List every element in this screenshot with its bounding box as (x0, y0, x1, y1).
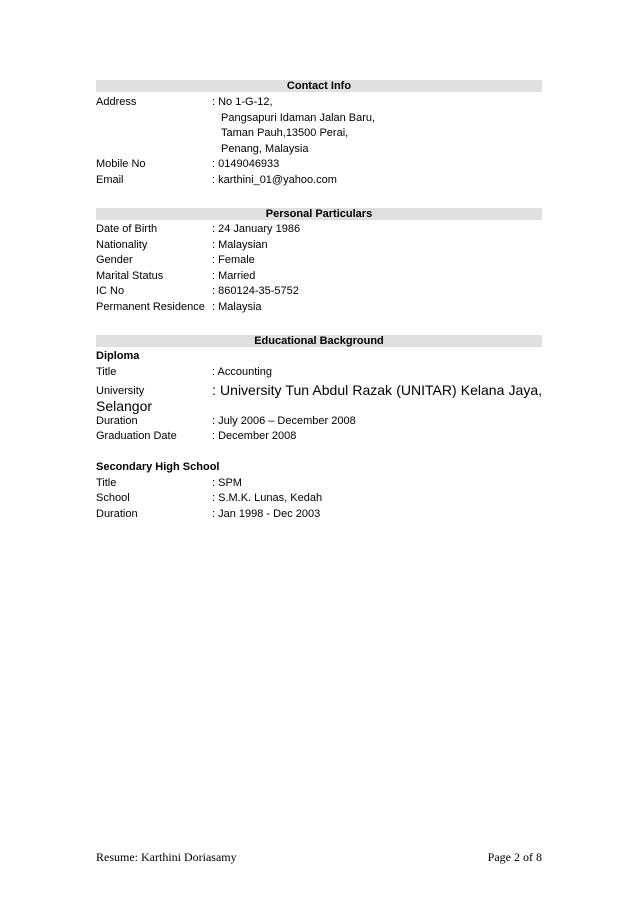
mobile-label: Mobile No (96, 158, 146, 170)
gender-label: Gender (96, 254, 133, 266)
university-row (96, 381, 542, 399)
spm-title-row (96, 476, 542, 491)
permanent-residence-label: Permanent Residence (96, 301, 205, 313)
diploma-heading: Diploma (96, 350, 140, 362)
ic-no-row (96, 284, 542, 299)
university-value: : University Tun Abdul Razak (UNITAR) Kelana Jaya, (212, 382, 542, 398)
graduation-date-label: Graduation Date (96, 430, 177, 442)
school-value: : S.M.K. Lunas, Kedah (212, 492, 323, 504)
secondary-duration-label: Duration (96, 508, 138, 520)
diploma-duration-value: : July 2006 – December 2008 (212, 415, 356, 427)
secondary-duration-value: : Jan 1998 - Dec 2003 (212, 508, 321, 520)
nationality-value: : Malaysian (212, 239, 268, 251)
spm-title-label: Title (96, 477, 117, 489)
address-label: Address (96, 96, 137, 108)
marital-status-value: : Married (212, 270, 256, 282)
spm-title-value: : SPM (212, 477, 242, 489)
school-row (96, 491, 542, 506)
address-row-4 (96, 142, 542, 157)
mobile-value: : 0149046933 (212, 158, 280, 170)
address-line-2: Pangsapuri Idaman Jalan Baru, (221, 112, 376, 124)
mobile-row (96, 157, 542, 172)
email-value: : karthini_01@yahoo.com (212, 174, 337, 186)
graduation-date-value: : December 2008 (212, 430, 297, 442)
dob-value: : 24 January 1986 (212, 223, 301, 235)
secondary-school-heading: Secondary High School (96, 461, 220, 473)
diploma-duration-row (96, 414, 542, 429)
footer-resume-name: Resume: Karthini Doriasamy (96, 850, 237, 864)
address-row (96, 95, 542, 110)
university-label: University (96, 385, 145, 397)
permanent-residence-row (96, 300, 542, 315)
nationality-label: Nationality (96, 239, 148, 251)
university-value-continued: Selangor (96, 398, 153, 414)
school-label: School (96, 492, 130, 504)
nationality-row (96, 238, 542, 253)
address-line-3: Taman Pauh,13500 Perai, (221, 127, 349, 139)
educational-background-header: Educational Background (96, 335, 542, 347)
diploma-title-label: Title (96, 366, 117, 378)
graduation-date-row (96, 429, 542, 444)
dob-label: Date of Birth (96, 223, 158, 235)
diploma-title-value: : Accounting (212, 366, 272, 378)
page-footer (96, 849, 542, 865)
marital-status-label: Marital Status (96, 270, 164, 282)
address-line-4: Penang, Malaysia (221, 143, 309, 155)
address-line-1: : No 1-G-12, (212, 96, 273, 108)
gender-value: : Female (212, 254, 255, 266)
email-row (96, 173, 542, 188)
diploma-duration-label: Duration (96, 415, 138, 427)
ic-no-label: IC No (96, 285, 125, 297)
secondary-duration-row (96, 507, 542, 522)
marital-status-row (96, 269, 542, 284)
address-row-2 (96, 111, 542, 126)
permanent-residence-value: : Malaysia (212, 301, 262, 313)
dob-row (96, 222, 542, 237)
personal-particulars-header: Personal Particulars (96, 208, 542, 220)
gender-row (96, 253, 542, 268)
contact-info-header: Contact Info (96, 80, 542, 92)
footer-page-number: Page 2 of 8 (487, 850, 542, 864)
email-label: Email (96, 174, 124, 186)
diploma-title-row (96, 365, 542, 380)
address-row-3 (96, 126, 542, 141)
ic-no-value: : 860124-35-5752 (212, 285, 299, 297)
